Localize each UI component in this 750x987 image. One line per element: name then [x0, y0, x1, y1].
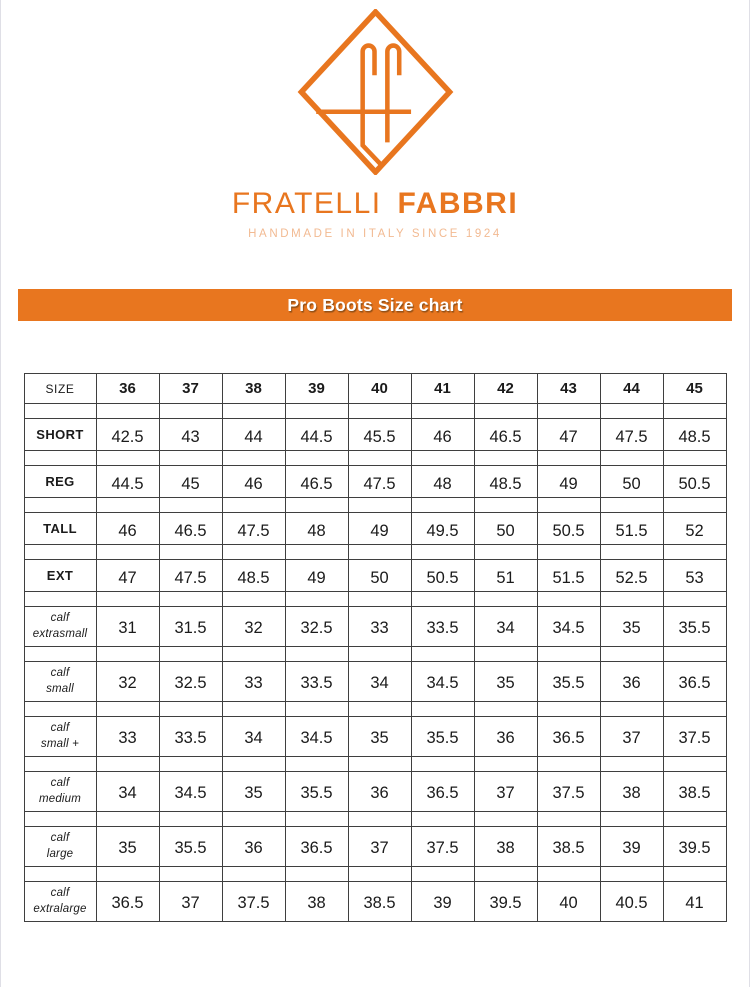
- spacer-cell: [285, 867, 348, 882]
- spacer-cell: [663, 545, 726, 560]
- size-value-cell: 37.5: [411, 827, 474, 867]
- spacer-cell: [96, 702, 159, 717]
- spacer-cell: [159, 757, 222, 772]
- size-value-cell: 49.5: [411, 513, 474, 545]
- size-value-cell: 33: [96, 717, 159, 757]
- size-column-header-40: 40: [348, 374, 411, 404]
- size-value-cell: 49: [348, 513, 411, 545]
- banner-title: Pro Boots Size chart: [287, 294, 463, 315]
- spacer-cell: [600, 702, 663, 717]
- size-value-cell: 52.5: [600, 560, 663, 592]
- size-value-cell: 32.5: [159, 662, 222, 702]
- size-column-header-45: 45: [663, 374, 726, 404]
- size-value-cell: 47.5: [222, 513, 285, 545]
- spacer-cell: [411, 498, 474, 513]
- size-value-cell: 40: [537, 882, 600, 922]
- spacer-cell: [474, 812, 537, 827]
- spacer-cell: [411, 647, 474, 662]
- spacer-cell: [348, 812, 411, 827]
- size-value-cell: 34.5: [537, 607, 600, 647]
- spacer-cell: [96, 867, 159, 882]
- size-row-calf-extralarge: [24, 882, 726, 922]
- spacer-cell: [600, 498, 663, 513]
- spacer-cell: [411, 757, 474, 772]
- size-column-header-44: 44: [600, 374, 663, 404]
- size-value-cell: 34: [96, 772, 159, 812]
- spacer-cell: [663, 757, 726, 772]
- spacer-cell: [474, 867, 537, 882]
- spacer-cell: [411, 404, 474, 419]
- spacer-row: [24, 498, 726, 513]
- spacer-cell: [222, 647, 285, 662]
- size-value-cell: 50: [474, 513, 537, 545]
- size-value-cell: 45: [159, 466, 222, 498]
- spacer-cell: [159, 647, 222, 662]
- size-value-cell: 37: [600, 717, 663, 757]
- size-value-cell: 39.5: [474, 882, 537, 922]
- size-value-cell: 39: [411, 882, 474, 922]
- spacer-cell: [537, 812, 600, 827]
- size-value-cell: 36.5: [411, 772, 474, 812]
- size-value-cell: 35: [96, 827, 159, 867]
- row-label: TALL: [24, 513, 96, 545]
- spacer-row: [24, 592, 726, 607]
- spacer-cell: [663, 647, 726, 662]
- size-value-cell: 35.5: [285, 772, 348, 812]
- spacer-cell: [24, 545, 96, 560]
- spacer-cell: [159, 498, 222, 513]
- size-value-cell: 44: [222, 419, 285, 451]
- size-value-cell: 39: [600, 827, 663, 867]
- spacer-cell: [96, 592, 159, 607]
- size-value-cell: 48.5: [222, 560, 285, 592]
- spacer-cell: [222, 451, 285, 466]
- spacer-cell: [96, 545, 159, 560]
- spacer-cell: [600, 592, 663, 607]
- spacer-cell: [537, 498, 600, 513]
- spacer-cell: [348, 451, 411, 466]
- spacer-cell: [24, 451, 96, 466]
- size-value-cell: 50.5: [663, 466, 726, 498]
- spacer-cell: [24, 647, 96, 662]
- spacer-cell: [159, 867, 222, 882]
- spacer-cell: [600, 451, 663, 466]
- spacer-cell: [537, 757, 600, 772]
- spacer-cell: [411, 867, 474, 882]
- spacer-cell: [348, 545, 411, 560]
- size-value-cell: 50: [348, 560, 411, 592]
- spacer-cell: [537, 592, 600, 607]
- spacer-cell: [96, 404, 159, 419]
- size-value-cell: 31: [96, 607, 159, 647]
- size-value-cell: 32: [222, 607, 285, 647]
- size-value-cell: 31.5: [159, 607, 222, 647]
- size-value-cell: 35.5: [663, 607, 726, 647]
- row-label: SHORT: [24, 419, 96, 451]
- spacer-cell: [537, 545, 600, 560]
- size-value-cell: 44.5: [96, 466, 159, 498]
- spacer-cell: [24, 812, 96, 827]
- size-value-cell: 49: [285, 560, 348, 592]
- spacer-cell: [24, 867, 96, 882]
- spacer-cell: [537, 867, 600, 882]
- spacer-cell: [600, 647, 663, 662]
- size-value-cell: 36.5: [285, 827, 348, 867]
- spacer-cell: [96, 451, 159, 466]
- size-row-calf-extrasmall: [24, 607, 726, 647]
- spacer-cell: [411, 592, 474, 607]
- spacer-cell: [474, 451, 537, 466]
- row-label: calf small +: [24, 717, 96, 757]
- spacer-row: [24, 404, 726, 419]
- size-value-cell: 38.5: [537, 827, 600, 867]
- size-value-cell: 44.5: [285, 419, 348, 451]
- spacer-cell: [600, 404, 663, 419]
- size-value-cell: 43: [159, 419, 222, 451]
- size-value-cell: 33: [348, 607, 411, 647]
- spacer-cell: [600, 867, 663, 882]
- size-value-cell: 32.5: [285, 607, 348, 647]
- spacer-cell: [348, 592, 411, 607]
- size-value-cell: 37: [348, 827, 411, 867]
- spacer-cell: [285, 702, 348, 717]
- logo-f-right: [387, 46, 399, 143]
- size-row-calf-small: [24, 662, 726, 702]
- size-value-cell: 38.5: [663, 772, 726, 812]
- size-value-cell: 40.5: [600, 882, 663, 922]
- title-banner: [18, 289, 732, 321]
- spacer-cell: [474, 404, 537, 419]
- size-value-cell: 45.5: [348, 419, 411, 451]
- size-value-cell: 38: [600, 772, 663, 812]
- size-column-header-36: 36: [96, 374, 159, 404]
- spacer-cell: [159, 545, 222, 560]
- spacer-cell: [222, 498, 285, 513]
- spacer-cell: [411, 812, 474, 827]
- size-value-cell: 36: [474, 717, 537, 757]
- spacer-cell: [159, 404, 222, 419]
- spacer-cell: [348, 498, 411, 513]
- size-value-cell: 34.5: [159, 772, 222, 812]
- spacer-cell: [537, 702, 600, 717]
- spacer-cell: [663, 498, 726, 513]
- spacer-cell: [222, 592, 285, 607]
- spacer-cell: [663, 867, 726, 882]
- size-row-calf-large: [24, 827, 726, 867]
- spacer-cell: [474, 647, 537, 662]
- spacer-cell: [474, 545, 537, 560]
- size-value-cell: 48: [285, 513, 348, 545]
- size-value-cell: 46.5: [159, 513, 222, 545]
- spacer-row: [24, 451, 726, 466]
- spacer-row: [24, 545, 726, 560]
- spacer-cell: [24, 404, 96, 419]
- spacer-cell: [96, 757, 159, 772]
- spacer-cell: [537, 451, 600, 466]
- size-value-cell: 47: [96, 560, 159, 592]
- size-value-cell: 46.5: [474, 419, 537, 451]
- spacer-cell: [474, 592, 537, 607]
- size-value-cell: 37: [474, 772, 537, 812]
- spacer-cell: [474, 757, 537, 772]
- spacer-cell: [474, 498, 537, 513]
- size-value-cell: 36: [222, 827, 285, 867]
- size-column-header-42: 42: [474, 374, 537, 404]
- brand-name-regular: FRATELLI: [231, 187, 382, 220]
- spacer-cell: [663, 404, 726, 419]
- size-value-cell: 53: [663, 560, 726, 592]
- size-value-cell: 32: [96, 662, 159, 702]
- spacer-row: [24, 702, 726, 717]
- spacer-cell: [285, 647, 348, 662]
- size-value-cell: 35: [348, 717, 411, 757]
- size-value-cell: 34: [222, 717, 285, 757]
- size-value-cell: 47.5: [159, 560, 222, 592]
- spacer-cell: [411, 545, 474, 560]
- size-header-cell: SIZE: [24, 374, 96, 404]
- size-value-cell: 36.5: [663, 662, 726, 702]
- size-value-cell: 50.5: [537, 513, 600, 545]
- spacer-row: [24, 812, 726, 827]
- spacer-cell: [222, 867, 285, 882]
- size-value-cell: 33.5: [159, 717, 222, 757]
- spacer-row: [24, 647, 726, 662]
- spacer-cell: [222, 404, 285, 419]
- brand-logo-ff-diamond-icon: [297, 9, 454, 175]
- size-column-header-39: 39: [285, 374, 348, 404]
- spacer-cell: [24, 702, 96, 717]
- size-value-cell: 50: [600, 466, 663, 498]
- spacer-cell: [222, 757, 285, 772]
- size-value-cell: 36.5: [96, 882, 159, 922]
- size-value-cell: 34.5: [285, 717, 348, 757]
- size-value-cell: 46: [222, 466, 285, 498]
- size-value-cell: 47.5: [600, 419, 663, 451]
- spacer-cell: [159, 702, 222, 717]
- size-column-header-43: 43: [537, 374, 600, 404]
- size-value-cell: 33.5: [411, 607, 474, 647]
- spacer-cell: [348, 647, 411, 662]
- size-value-cell: 48.5: [663, 419, 726, 451]
- brand-name-bold: FABBRI: [397, 187, 519, 220]
- spacer-cell: [24, 498, 96, 513]
- spacer-row: [24, 867, 726, 882]
- spacer-cell: [348, 867, 411, 882]
- spacer-cell: [663, 592, 726, 607]
- row-label: calf extralarge: [24, 882, 96, 922]
- size-value-cell: 41: [663, 882, 726, 922]
- size-value-cell: 34.5: [411, 662, 474, 702]
- spacer-cell: [348, 404, 411, 419]
- spacer-cell: [96, 647, 159, 662]
- spacer-cell: [222, 702, 285, 717]
- size-table: [24, 373, 727, 922]
- spacer-cell: [96, 498, 159, 513]
- size-value-cell: 47.5: [348, 466, 411, 498]
- size-value-cell: 34: [348, 662, 411, 702]
- size-value-cell: 38.5: [348, 882, 411, 922]
- size-value-cell: 37.5: [222, 882, 285, 922]
- spacer-cell: [348, 702, 411, 717]
- size-value-cell: 51: [474, 560, 537, 592]
- spacer-cell: [537, 647, 600, 662]
- size-value-cell: 50.5: [411, 560, 474, 592]
- spacer-cell: [222, 812, 285, 827]
- size-value-cell: 47: [537, 419, 600, 451]
- size-value-cell: 37.5: [663, 717, 726, 757]
- size-row-calf-small: [24, 717, 726, 757]
- size-value-cell: 35.5: [159, 827, 222, 867]
- spacer-cell: [285, 592, 348, 607]
- spacer-cell: [663, 702, 726, 717]
- size-value-cell: 48.5: [474, 466, 537, 498]
- spacer-cell: [285, 757, 348, 772]
- size-value-cell: 42.5: [96, 419, 159, 451]
- spacer-cell: [159, 451, 222, 466]
- spacer-cell: [285, 404, 348, 419]
- size-value-cell: 51.5: [537, 560, 600, 592]
- size-value-cell: 46.5: [285, 466, 348, 498]
- size-column-header-38: 38: [222, 374, 285, 404]
- size-value-cell: 35.5: [411, 717, 474, 757]
- table-header-row: [24, 374, 726, 404]
- size-value-cell: 35: [474, 662, 537, 702]
- size-value-cell: 34: [474, 607, 537, 647]
- spacer-cell: [663, 812, 726, 827]
- spacer-cell: [24, 757, 96, 772]
- row-label: calf extrasmall: [24, 607, 96, 647]
- size-value-cell: 37: [159, 882, 222, 922]
- brand-name: [0, 187, 750, 221]
- spacer-cell: [285, 545, 348, 560]
- size-column-header-41: 41: [411, 374, 474, 404]
- size-value-cell: 37.5: [537, 772, 600, 812]
- size-value-cell: 36: [348, 772, 411, 812]
- spacer-cell: [600, 545, 663, 560]
- size-value-cell: 36: [600, 662, 663, 702]
- brand-tagline: HANDMADE IN ITALY SINCE 1924: [248, 228, 502, 240]
- size-row-tall: [24, 513, 726, 545]
- spacer-cell: [159, 812, 222, 827]
- row-label: calf large: [24, 827, 96, 867]
- size-value-cell: 38: [474, 827, 537, 867]
- spacer-cell: [285, 498, 348, 513]
- spacer-cell: [348, 757, 411, 772]
- spacer-cell: [600, 812, 663, 827]
- row-label: REG: [24, 466, 96, 498]
- size-value-cell: 46: [411, 419, 474, 451]
- spacer-cell: [411, 702, 474, 717]
- size-column-header-37: 37: [159, 374, 222, 404]
- logo-diamond-outline: [301, 12, 449, 172]
- spacer-cell: [159, 592, 222, 607]
- spacer-cell: [411, 451, 474, 466]
- spacer-cell: [663, 451, 726, 466]
- size-row-reg: [24, 466, 726, 498]
- row-label: EXT: [24, 560, 96, 592]
- spacer-cell: [24, 592, 96, 607]
- brand-header: [0, 9, 750, 240]
- size-value-cell: 33.5: [285, 662, 348, 702]
- size-value-cell: 38: [285, 882, 348, 922]
- size-value-cell: 49: [537, 466, 600, 498]
- size-value-cell: 36.5: [537, 717, 600, 757]
- spacer-row: [24, 757, 726, 772]
- size-value-cell: 33: [222, 662, 285, 702]
- spacer-cell: [96, 812, 159, 827]
- size-value-cell: 51.5: [600, 513, 663, 545]
- size-table-body: [24, 374, 726, 922]
- size-row-calf-medium: [24, 772, 726, 812]
- spacer-cell: [537, 404, 600, 419]
- size-row-short: [24, 419, 726, 451]
- size-value-cell: 52: [663, 513, 726, 545]
- size-value-cell: 39.5: [663, 827, 726, 867]
- spacer-cell: [600, 757, 663, 772]
- size-value-cell: 35: [600, 607, 663, 647]
- size-value-cell: 35: [222, 772, 285, 812]
- spacer-cell: [222, 545, 285, 560]
- size-value-cell: 46: [96, 513, 159, 545]
- size-value-cell: 35.5: [537, 662, 600, 702]
- size-value-cell: 48: [411, 466, 474, 498]
- spacer-cell: [285, 812, 348, 827]
- row-label: calf small: [24, 662, 96, 702]
- spacer-cell: [474, 702, 537, 717]
- spacer-cell: [285, 451, 348, 466]
- size-row-ext: [24, 560, 726, 592]
- row-label: calf medium: [24, 772, 96, 812]
